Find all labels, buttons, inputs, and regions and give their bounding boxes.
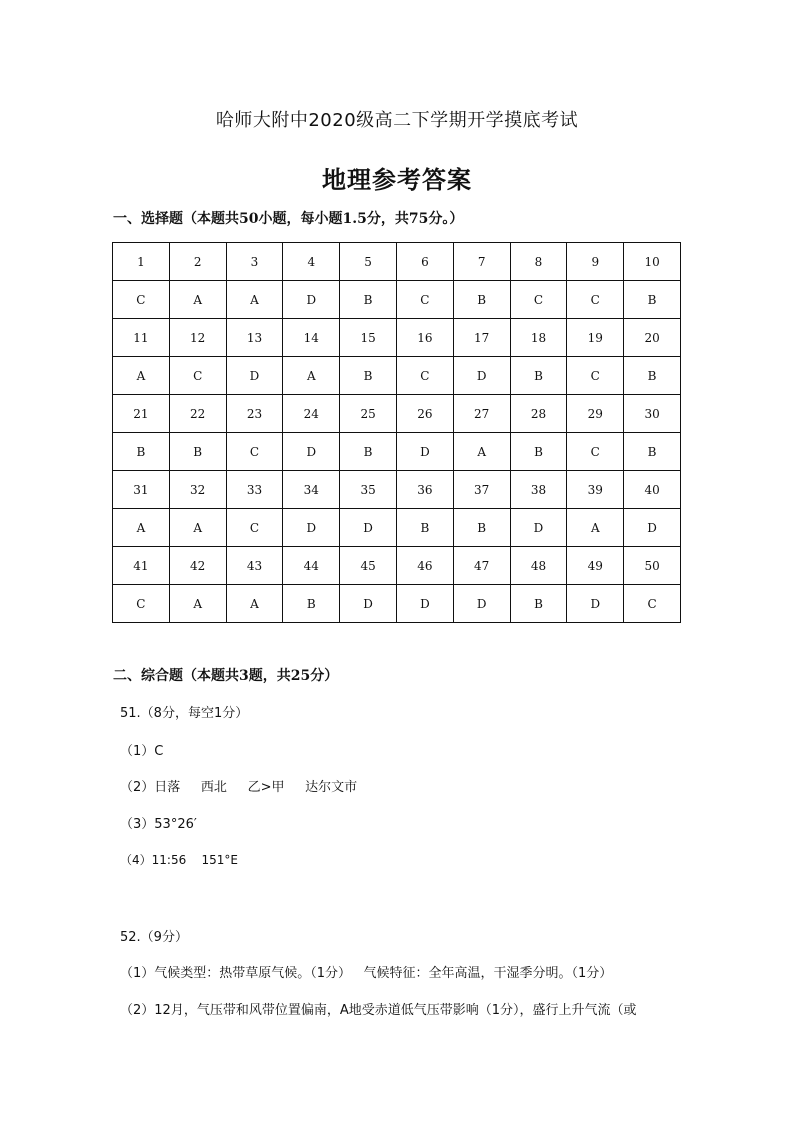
question-number-cell: 34 (283, 471, 340, 509)
answer-cell: C (226, 433, 283, 471)
answer-row (113, 281, 681, 319)
question-number-cell: 27 (453, 395, 510, 433)
question-number-cell: 14 (283, 319, 340, 357)
question-number-cell: 23 (226, 395, 283, 433)
question-number-cell: 37 (453, 471, 510, 509)
question-number-cell: 43 (226, 547, 283, 585)
question-number-cell: 31 (113, 471, 170, 509)
answer-row (113, 357, 681, 395)
question-number-row (113, 243, 681, 281)
question-number-cell: 47 (453, 547, 510, 585)
q52-title: 52.（9分） (120, 930, 188, 945)
answer-cell: B (340, 433, 397, 471)
answer-cell: D (340, 509, 397, 547)
answer-cell: B (340, 281, 397, 319)
answer-cell: A (113, 357, 170, 395)
answer-cell: C (113, 281, 170, 319)
answer-cell: B (283, 585, 340, 623)
answer-row (113, 509, 681, 547)
question-number-cell: 21 (113, 395, 170, 433)
answer-cell: B (396, 509, 453, 547)
answer-cell: D (453, 357, 510, 395)
answer-cell: D (510, 509, 567, 547)
q52-answer-2: （2）12月，气压带和风带位置偏南，A地受赤道低气压带影响（1分），盛行上升气流（或 (120, 1003, 637, 1018)
answer-cell: D (283, 281, 340, 319)
answer-cell: A (169, 509, 226, 547)
q51-answer-1: （1）C (120, 744, 164, 759)
question-number-cell: 8 (510, 243, 567, 281)
question-number-cell: 33 (226, 471, 283, 509)
answer-cell: B (624, 433, 681, 471)
answer-cell: C (169, 357, 226, 395)
answer-cell: B (510, 357, 567, 395)
question-number-cell: 36 (396, 471, 453, 509)
question-number-cell: 41 (113, 547, 170, 585)
answer-cell: B (169, 433, 226, 471)
answer-cell: C (226, 509, 283, 547)
question-number-cell: 28 (510, 395, 567, 433)
question-number-cell: 22 (169, 395, 226, 433)
answer-cell: A (169, 281, 226, 319)
answer-cell: A (453, 433, 510, 471)
question-number-cell: 40 (624, 471, 681, 509)
q51-answer-4: （4）11:56 151°E (120, 853, 238, 867)
answer-cell: C (113, 585, 170, 623)
question-number-cell: 6 (396, 243, 453, 281)
answer-cell: B (113, 433, 170, 471)
question-number-cell: 49 (567, 547, 624, 585)
question-number-cell: 50 (624, 547, 681, 585)
answer-cell: A (283, 357, 340, 395)
question-number-cell: 15 (340, 319, 397, 357)
q52-answer-1: （1）气候类型：热带草原气候。（1分） 气候特征：全年高温，干湿季分明。（1分） (120, 966, 613, 981)
question-number-cell: 13 (226, 319, 283, 357)
question-number-cell: 9 (567, 243, 624, 281)
question-number-cell: 46 (396, 547, 453, 585)
question-number-cell: 25 (340, 395, 397, 433)
question-number-cell: 20 (624, 319, 681, 357)
answer-cell: C (396, 281, 453, 319)
question-number-cell: 48 (510, 547, 567, 585)
answer-cell: D (453, 585, 510, 623)
q51-title: 51.（8分，每空1分） (120, 706, 249, 721)
subject-title: 地理参考答案 (322, 165, 472, 194)
question-number-cell: 5 (340, 243, 397, 281)
answer-cell: A (113, 509, 170, 547)
answer-cell: A (226, 585, 283, 623)
question-number-cell: 19 (567, 319, 624, 357)
answer-cell: A (226, 281, 283, 319)
question-number-cell: 39 (567, 471, 624, 509)
question-number-cell: 38 (510, 471, 567, 509)
answer-cell: D (567, 585, 624, 623)
question-number-cell: 44 (283, 547, 340, 585)
answer-cell: D (283, 433, 340, 471)
question-number-cell: 26 (396, 395, 453, 433)
question-number-cell: 4 (283, 243, 340, 281)
answer-cell: C (567, 281, 624, 319)
question-number-cell: 32 (169, 471, 226, 509)
answer-cell: D (396, 433, 453, 471)
question-number-row (113, 319, 681, 357)
question-number-cell: 30 (624, 395, 681, 433)
question-number-cell: 10 (624, 243, 681, 281)
answer-cell: D (396, 585, 453, 623)
answer-cell: B (453, 509, 510, 547)
answer-cell: D (226, 357, 283, 395)
question-number-cell: 42 (169, 547, 226, 585)
question-number-cell: 1 (113, 243, 170, 281)
question-number-cell: 16 (396, 319, 453, 357)
answer-cell: D (283, 509, 340, 547)
question-number-cell: 12 (169, 319, 226, 357)
answer-cell: A (567, 509, 624, 547)
answer-cell: C (624, 585, 681, 623)
question-number-cell: 17 (453, 319, 510, 357)
section1-heading: 一、选择题（本题共50小题，每小题1.5分，共75分。） (113, 211, 464, 227)
q51-answer-3: （3）53°26′ (120, 817, 197, 832)
answer-cell: C (567, 433, 624, 471)
answer-cell: B (453, 281, 510, 319)
answer-cell: D (340, 585, 397, 623)
question-number-cell: 24 (283, 395, 340, 433)
q51-answer-2: （2）日落 西北 乙>甲 达尔文市 (120, 780, 358, 795)
answer-cell: D (624, 509, 681, 547)
question-number-cell: 35 (340, 471, 397, 509)
question-number-row (113, 547, 681, 585)
answer-cell: C (567, 357, 624, 395)
answer-row (113, 585, 681, 623)
answer-cell: B (510, 585, 567, 623)
exam-title: 哈师大附中2020级高二下学期开学摸底考试 (215, 110, 579, 131)
question-number-cell: 45 (340, 547, 397, 585)
answer-cell: B (624, 357, 681, 395)
question-number-cell: 7 (453, 243, 510, 281)
question-number-row (113, 471, 681, 509)
answer-cell: B (510, 433, 567, 471)
answer-cell: A (169, 585, 226, 623)
question-number-cell: 29 (567, 395, 624, 433)
answer-cell: C (510, 281, 567, 319)
question-number-cell: 3 (226, 243, 283, 281)
answer-cell: B (624, 281, 681, 319)
answer-cell: B (340, 357, 397, 395)
section2-heading: 二、综合题（本题共3题，共25分） (113, 668, 339, 684)
answer-cell: C (396, 357, 453, 395)
question-number-cell: 18 (510, 319, 567, 357)
question-number-cell: 11 (113, 319, 170, 357)
question-number-row (113, 395, 681, 433)
answer-row (113, 433, 681, 471)
question-number-cell: 2 (169, 243, 226, 281)
answer-table (112, 242, 681, 623)
